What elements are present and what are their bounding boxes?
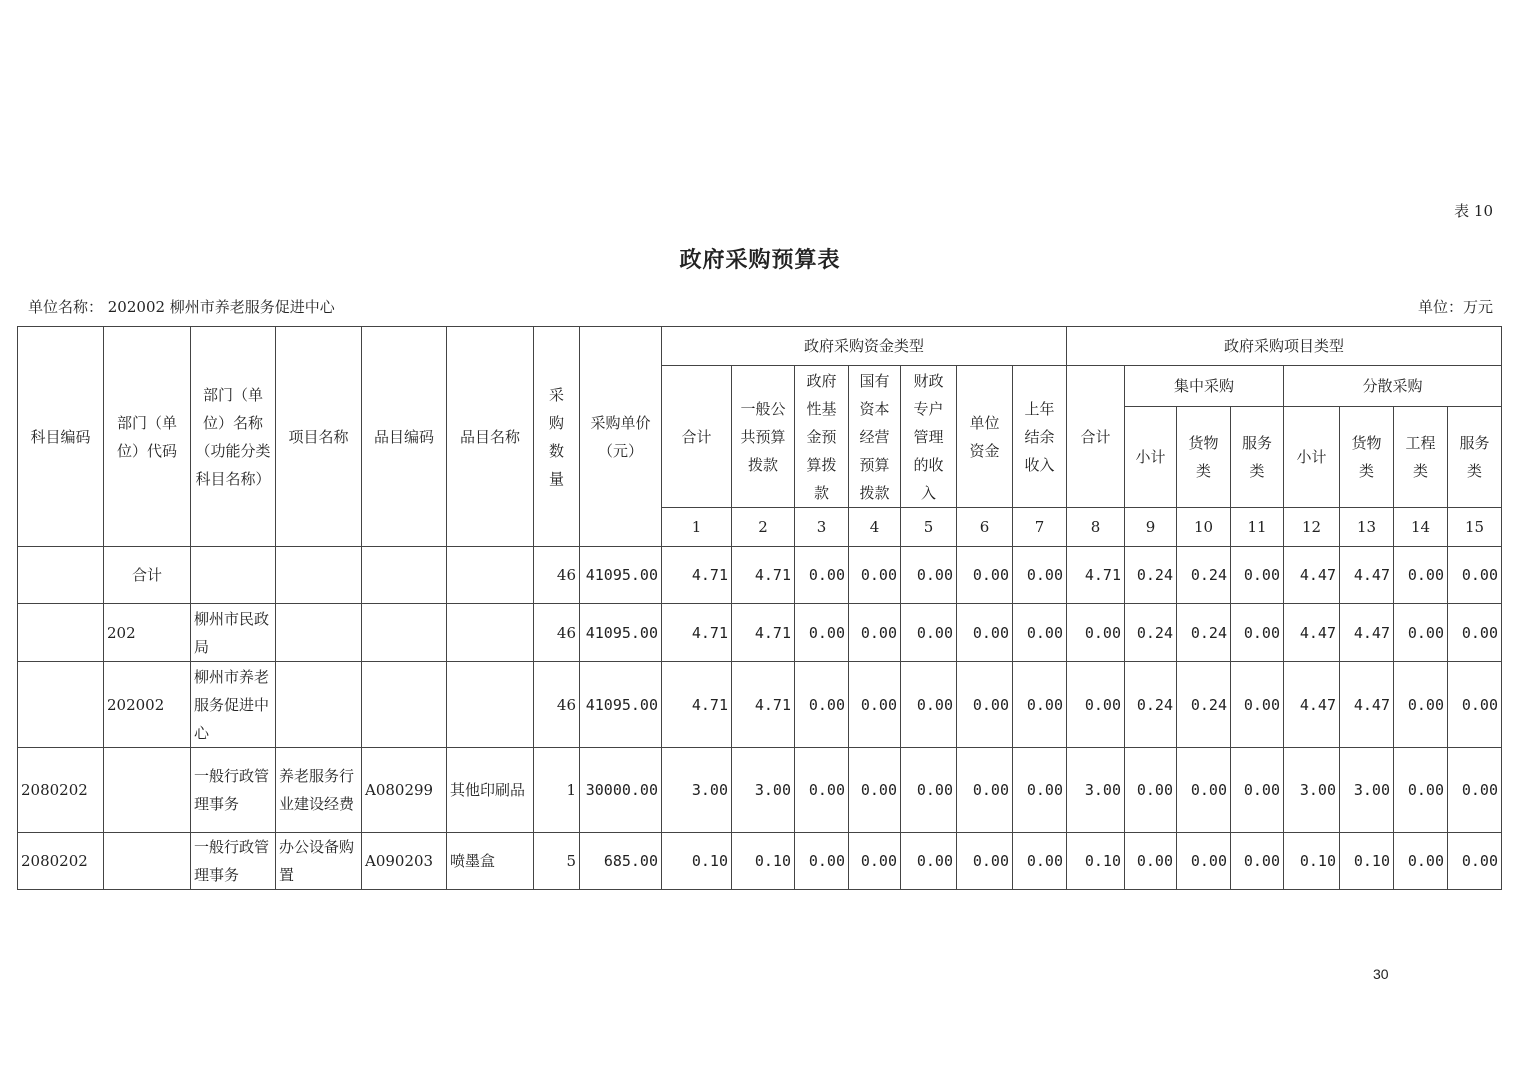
- cell-dept-name: [191, 547, 276, 604]
- cell-value: 4.47: [1340, 547, 1394, 604]
- header-fund-type: 政府采购资金类型: [662, 327, 1067, 366]
- header-state-capital: 国有资本经营预算拨款: [849, 366, 901, 508]
- column-number: 6: [957, 508, 1013, 547]
- cell-value: 0.00: [1394, 748, 1448, 833]
- cell-value: 0.00: [1448, 604, 1502, 662]
- header-project-type: 政府采购项目类型: [1067, 327, 1502, 366]
- cell-value: 0.24: [1177, 547, 1231, 604]
- cell-subject-code: [18, 662, 104, 748]
- cell-value: 4.47: [1340, 604, 1394, 662]
- column-number: 10: [1177, 508, 1231, 547]
- cell-value: 0.00: [795, 604, 849, 662]
- cell-item-name: [447, 604, 534, 662]
- procurement-budget-table: [17, 326, 1502, 890]
- cell-value: 4.71: [662, 662, 732, 748]
- cell-subject-code: [18, 547, 104, 604]
- column-number: 8: [1067, 508, 1125, 547]
- header-general-budget: 一般公共预算拨款: [732, 366, 795, 508]
- cell-dept-name: 一般行政管理事务: [191, 833, 276, 890]
- page-title: 政府采购预算表: [679, 247, 841, 273]
- header-decentralized: 分散采购: [1284, 366, 1502, 407]
- cell-value: 0.10: [1284, 833, 1340, 890]
- cell-value: 4.47: [1284, 547, 1340, 604]
- cell-value: 0.24: [1125, 662, 1177, 748]
- header-item-name: 品目名称: [447, 327, 534, 547]
- cell-value: 0.00: [957, 662, 1013, 748]
- cell-quantity: 46: [534, 547, 580, 604]
- header-prior-surplus: 上年结余收入: [1013, 366, 1067, 508]
- cell-value: 4.47: [1340, 662, 1394, 748]
- cell-value: 0.00: [957, 833, 1013, 890]
- cell-value: 3.00: [662, 748, 732, 833]
- column-number: 2: [732, 508, 795, 547]
- cell-value: 4.47: [1284, 604, 1340, 662]
- column-number: 5: [901, 508, 957, 547]
- header-project-total: 合计: [1067, 366, 1125, 508]
- header-item-code: 品目编码: [362, 327, 447, 547]
- cell-value: 0.00: [1394, 662, 1448, 748]
- table-row: [18, 833, 1502, 890]
- cell-value: 0.00: [1125, 748, 1177, 833]
- cell-value: 0.00: [1231, 547, 1284, 604]
- cell-unit-price: 41095.00: [580, 662, 662, 748]
- column-number: 4: [849, 508, 901, 547]
- cell-project-name: [276, 547, 362, 604]
- cell-dept-code: 202: [104, 604, 191, 662]
- header-unit-price: 采购单价（元）: [580, 327, 662, 547]
- cell-value: 0.00: [1448, 547, 1502, 604]
- header-centralized-services: 服务类: [1231, 407, 1284, 508]
- cell-value: 3.00: [1284, 748, 1340, 833]
- cell-value: 0.00: [1448, 833, 1502, 890]
- cell-item-name: [447, 547, 534, 604]
- cell-value: 4.71: [662, 604, 732, 662]
- cell-value: 4.47: [1284, 662, 1340, 748]
- column-number: 15: [1448, 508, 1502, 547]
- cell-dept-code: [104, 833, 191, 890]
- cell-value: 0.00: [957, 748, 1013, 833]
- cell-item-code: [362, 547, 447, 604]
- cell-value: 4.71: [732, 547, 795, 604]
- cell-value: 0.10: [732, 833, 795, 890]
- cell-item-code: [362, 662, 447, 748]
- header-unit-funds: 单位资金: [957, 366, 1013, 508]
- header-gov-fund: 政府性基金预算拨款: [795, 366, 849, 508]
- table-body: [18, 547, 1502, 890]
- cell-value: 0.00: [1013, 833, 1067, 890]
- cell-unit-price: 685.00: [580, 833, 662, 890]
- header-centralized-goods: 货物类: [1177, 407, 1231, 508]
- cell-dept-name: 一般行政管理事务: [191, 748, 276, 833]
- cell-dept-name: 柳州市养老服务促进中心: [191, 662, 276, 748]
- cell-value: 0.00: [901, 604, 957, 662]
- cell-project-name: [276, 604, 362, 662]
- table-row: [18, 748, 1502, 833]
- header-decentralized-goods: 货物类: [1340, 407, 1394, 508]
- cell-value: 0.00: [795, 833, 849, 890]
- table-row: [18, 662, 1502, 748]
- cell-value: 0.00: [849, 662, 901, 748]
- cell-value: 0.24: [1125, 547, 1177, 604]
- cell-subject-code: 2080202: [18, 748, 104, 833]
- cell-project-name: [276, 662, 362, 748]
- cell-value: 0.00: [1231, 604, 1284, 662]
- cell-value: 0.00: [1067, 604, 1125, 662]
- header-subject-code: 科目编码: [18, 327, 104, 547]
- cell-value: 0.00: [1067, 662, 1125, 748]
- cell-value: 0.00: [1448, 748, 1502, 833]
- header-decentralized-works: 工程类: [1394, 407, 1448, 508]
- cell-unit-price: 41095.00: [580, 604, 662, 662]
- cell-unit-price: 30000.00: [580, 748, 662, 833]
- cell-item-name: 喷墨盒: [447, 833, 534, 890]
- cell-value: 0.00: [795, 547, 849, 604]
- cell-dept-name: 柳州市民政局: [191, 604, 276, 662]
- table-row: [18, 604, 1502, 662]
- header-dept-name: 部门（单位）名称（功能分类科目名称）: [191, 327, 276, 547]
- cell-dept-code: 202002: [104, 662, 191, 748]
- cell-value: 4.71: [732, 662, 795, 748]
- column-number: 7: [1013, 508, 1067, 547]
- table-number: 表 10: [1454, 202, 1493, 220]
- cell-value: 0.00: [901, 748, 957, 833]
- cell-value: 0.00: [1394, 547, 1448, 604]
- cell-value: 0.00: [849, 604, 901, 662]
- cell-value: 0.00: [795, 662, 849, 748]
- cell-value: 0.00: [901, 662, 957, 748]
- cell-item-name: [447, 662, 534, 748]
- cell-value: 0.00: [901, 833, 957, 890]
- cell-value: 0.00: [957, 547, 1013, 604]
- header-centralized: 集中采购: [1125, 366, 1284, 407]
- cell-value: 0.24: [1177, 604, 1231, 662]
- cell-value: 0.00: [1125, 833, 1177, 890]
- cell-value: 0.00: [1013, 748, 1067, 833]
- cell-value: 0.10: [662, 833, 732, 890]
- unit-name-label: 单位名称： 202002 柳州市养老服务促进中心: [28, 298, 335, 316]
- currency-unit-label: 单位：万元: [1417, 298, 1493, 316]
- cell-value: 0.00: [1013, 662, 1067, 748]
- header-special-account: 财政专户管理的收入: [901, 366, 957, 508]
- column-number: 1: [662, 508, 732, 547]
- column-number: 3: [795, 508, 849, 547]
- header-dept-code: 部门（单位）代码: [104, 327, 191, 547]
- cell-project-name: 养老服务行业建设经费: [276, 748, 362, 833]
- header-centralized-subtotal: 小计: [1125, 407, 1177, 508]
- cell-value: 0.00: [1394, 604, 1448, 662]
- table-row: [18, 547, 1502, 604]
- cell-value: 0.00: [901, 547, 957, 604]
- cell-value: 0.00: [1394, 833, 1448, 890]
- cell-value: 0.24: [1177, 662, 1231, 748]
- cell-value: 4.71: [662, 547, 732, 604]
- cell-value: 3.00: [732, 748, 795, 833]
- column-number: 9: [1125, 508, 1177, 547]
- cell-item-code: [362, 604, 447, 662]
- cell-value: 4.71: [1067, 547, 1125, 604]
- cell-quantity: 46: [534, 662, 580, 748]
- cell-project-name: 办公设备购置: [276, 833, 362, 890]
- cell-value: 0.10: [1340, 833, 1394, 890]
- cell-value: 0.00: [1231, 662, 1284, 748]
- cell-item-name: 其他印刷品: [447, 748, 534, 833]
- page-number: 30: [1373, 966, 1389, 982]
- column-number: 11: [1231, 508, 1284, 547]
- header-project-name: 项目名称: [276, 327, 362, 547]
- header-fund-total: 合计: [662, 366, 732, 508]
- cell-dept-code: 合计: [104, 547, 191, 604]
- column-number: 13: [1340, 508, 1394, 547]
- cell-value: 3.00: [1340, 748, 1394, 833]
- cell-subject-code: 2080202: [18, 833, 104, 890]
- header-decentralized-subtotal: 小计: [1284, 407, 1340, 508]
- cell-value: 3.00: [1067, 748, 1125, 833]
- cell-value: 0.00: [1231, 833, 1284, 890]
- cell-item-code: A090203: [362, 833, 447, 890]
- cell-value: 0.00: [795, 748, 849, 833]
- cell-value: 4.71: [732, 604, 795, 662]
- cell-value: 0.00: [1177, 748, 1231, 833]
- column-number: 12: [1284, 508, 1340, 547]
- cell-quantity: 46: [534, 604, 580, 662]
- cell-value: 0.24: [1125, 604, 1177, 662]
- cell-value: 0.00: [957, 604, 1013, 662]
- cell-value: 0.10: [1067, 833, 1125, 890]
- cell-unit-price: 41095.00: [580, 547, 662, 604]
- cell-quantity: 1: [534, 748, 580, 833]
- cell-value: 0.00: [849, 833, 901, 890]
- cell-subject-code: [18, 604, 104, 662]
- cell-value: 0.00: [1177, 833, 1231, 890]
- cell-value: 0.00: [1013, 547, 1067, 604]
- cell-item-code: A080299: [362, 748, 447, 833]
- column-number: 14: [1394, 508, 1448, 547]
- cell-value: 0.00: [1231, 748, 1284, 833]
- cell-dept-code: [104, 748, 191, 833]
- cell-quantity: 5: [534, 833, 580, 890]
- header-quantity: 采购数量: [534, 327, 580, 547]
- cell-value: 0.00: [849, 547, 901, 604]
- cell-value: 0.00: [849, 748, 901, 833]
- cell-value: 0.00: [1448, 662, 1502, 748]
- header-decentralized-services: 服务类: [1448, 407, 1502, 508]
- cell-value: 0.00: [1013, 604, 1067, 662]
